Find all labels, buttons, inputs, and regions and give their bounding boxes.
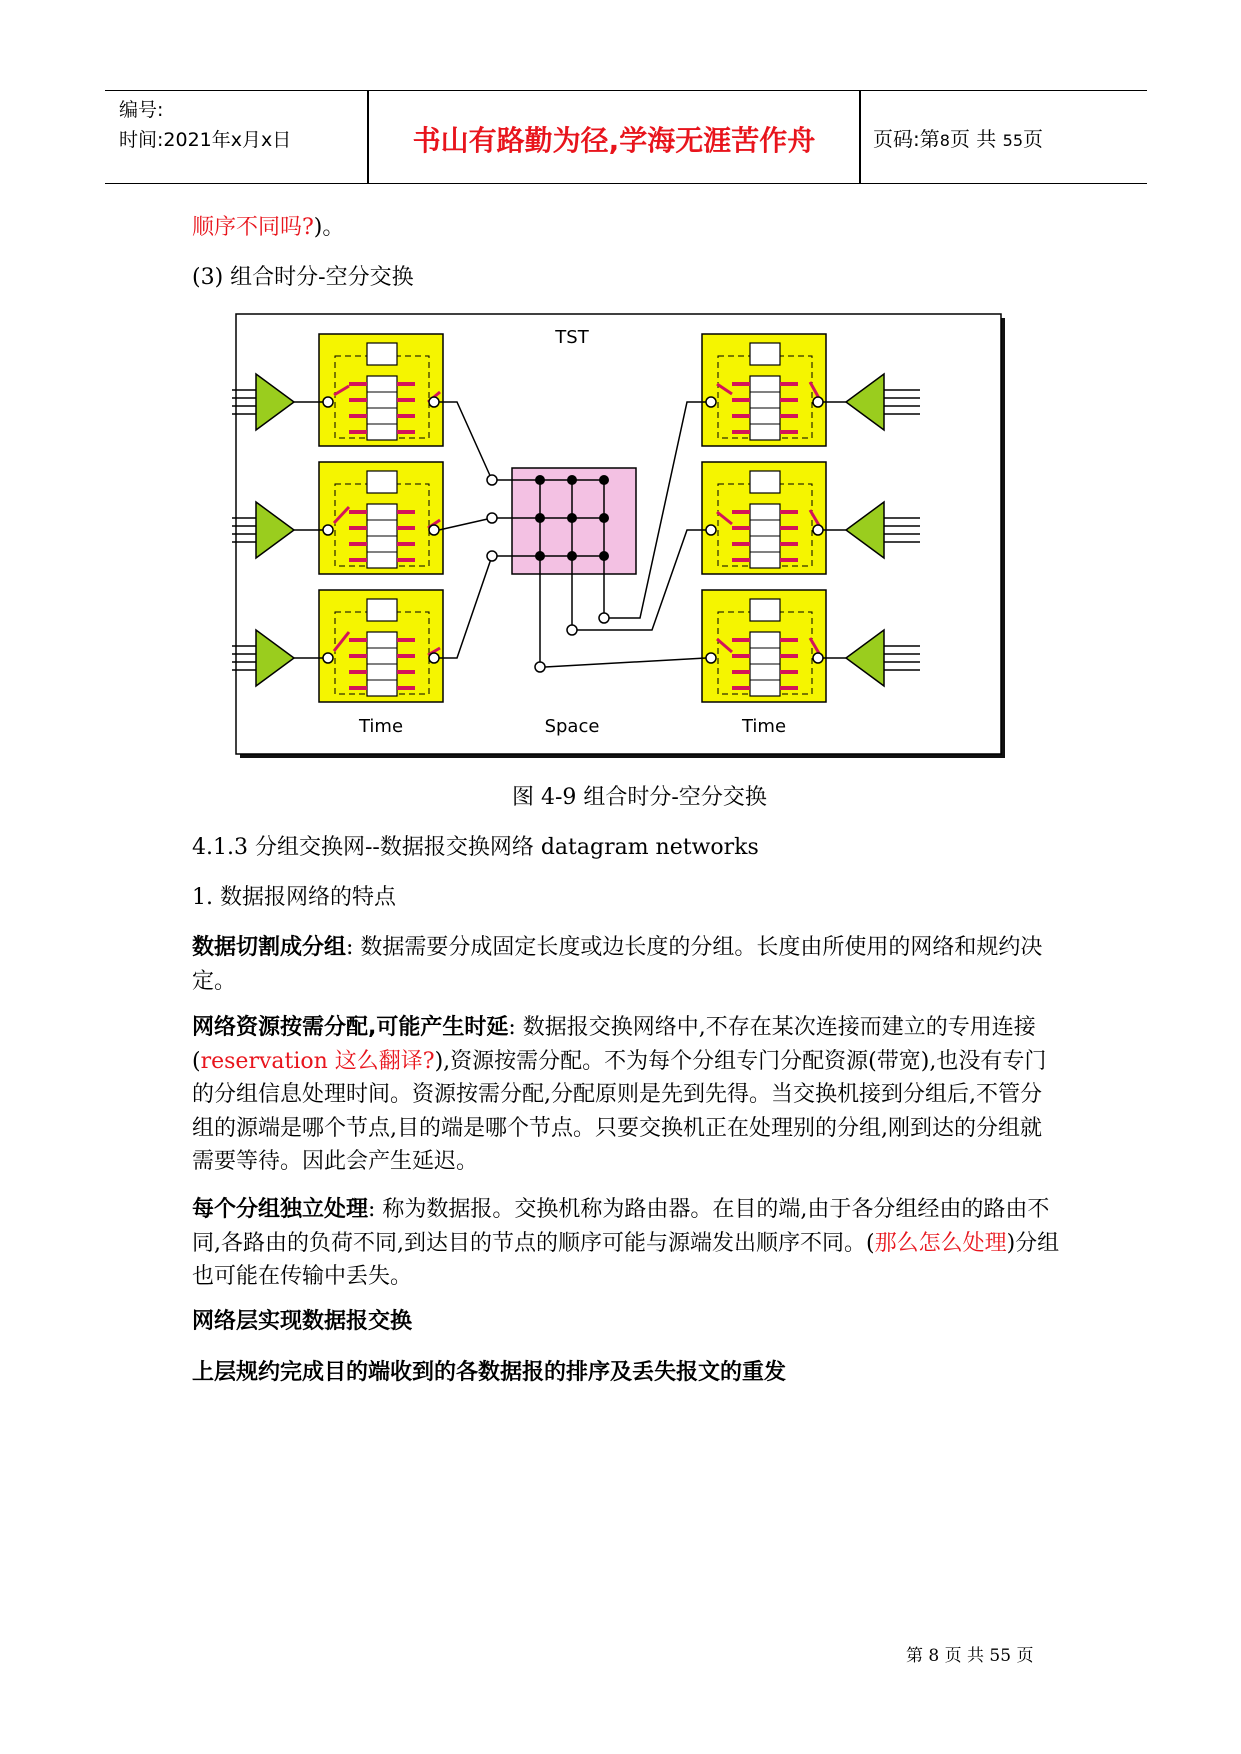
paragraph-2 (192, 1011, 1062, 1179)
p1-term: 数据切割成分组 (192, 935, 347, 960)
label-space: Space (544, 716, 600, 737)
question-text: 顺序不同吗? (192, 215, 314, 240)
p3-text-2: )分组也可能在传输中丢失。 (192, 1230, 1060, 1289)
header-motto: 书山有路勤为径,学海无涯苦作舟 (412, 124, 816, 157)
p2-text-2: ),资源按需分配。不为每个分组专门分配资源(带宽),也没有专门的分组信息处理时间。资源按需分配,分配原则是先到先得。当交换机接到分组后,不管分组的源端是哪个节点,目的端是哪个节点。只要交换机正在处理别的分组,刚到达的分组就需要等待。因此会产生延迟。 (192, 1048, 1047, 1174)
time-switch-left-1 (319, 334, 443, 446)
time-switch-right-3 (702, 590, 826, 702)
p3-term: 每个分组独立处理 (192, 1197, 369, 1222)
figure-title: TST (555, 327, 589, 348)
time-switch-right-2 (702, 462, 826, 574)
paragraph-4: 网络层实现数据报交换 (192, 1309, 413, 1334)
tst-diagram (232, 312, 1032, 766)
text-line-2: (3) 组合时分-空分交换 (192, 265, 414, 290)
p3-text-1: : 称为数据报。交换机称为路由器。在目的端,由于各分组经由的路由不同,各路由的负荷不同,到达目的节点的顺序可能与源端发出顺序不同。( (192, 1197, 1050, 1256)
label-time-right: Time (741, 716, 787, 737)
page-prefix: 页码:第 (873, 127, 940, 151)
text-line-1 (192, 211, 344, 244)
page-footer: 第 8 页 共 55 页 (906, 1646, 1034, 1666)
line-tail: )。 (313, 215, 345, 240)
page-current: 8 (939, 131, 950, 150)
page-header (105, 90, 1147, 184)
paragraph-1 (192, 931, 1062, 998)
time-switch-right-1 (702, 334, 826, 446)
sub-heading: 1. 数据报网络的特点 (192, 885, 396, 910)
label-time-left: Time (358, 716, 404, 737)
p2-question: reservation 这么翻译? (200, 1048, 435, 1074)
header-number: 编号: (119, 99, 164, 121)
header-page-number (873, 123, 1043, 152)
page-total: 55 (1002, 131, 1024, 150)
p3-question: 那么怎么处理 (874, 1230, 1007, 1256)
header-divider (859, 91, 861, 183)
paragraph-3 (192, 1193, 1062, 1294)
header-meta (119, 95, 291, 155)
page-mid: 页 共 (949, 127, 997, 151)
paragraph-5: 上层规约完成目的端收到的各数据报的排序及丢失报文的重发 (192, 1360, 787, 1385)
page-suffix: 页 (1023, 127, 1044, 151)
section-heading: 4.1.3 分组交换网--数据报交换网络 datagram networks (192, 835, 759, 860)
header-time: 时间:2021年x月x日 (119, 129, 292, 151)
p2-term: 网络资源按需分配,可能产生时延 (192, 1015, 509, 1040)
figure-caption: 图 4-9 组合时分-空分交换 (512, 785, 767, 810)
p1-text: : 数据需要分成固定长度或边长度的分组。长度由所使用的网络和规约决定。 (192, 935, 1043, 994)
p2-text-1: : 数据报交换网络中,不存在某次连接而建立的专用连接( (192, 1015, 1036, 1074)
